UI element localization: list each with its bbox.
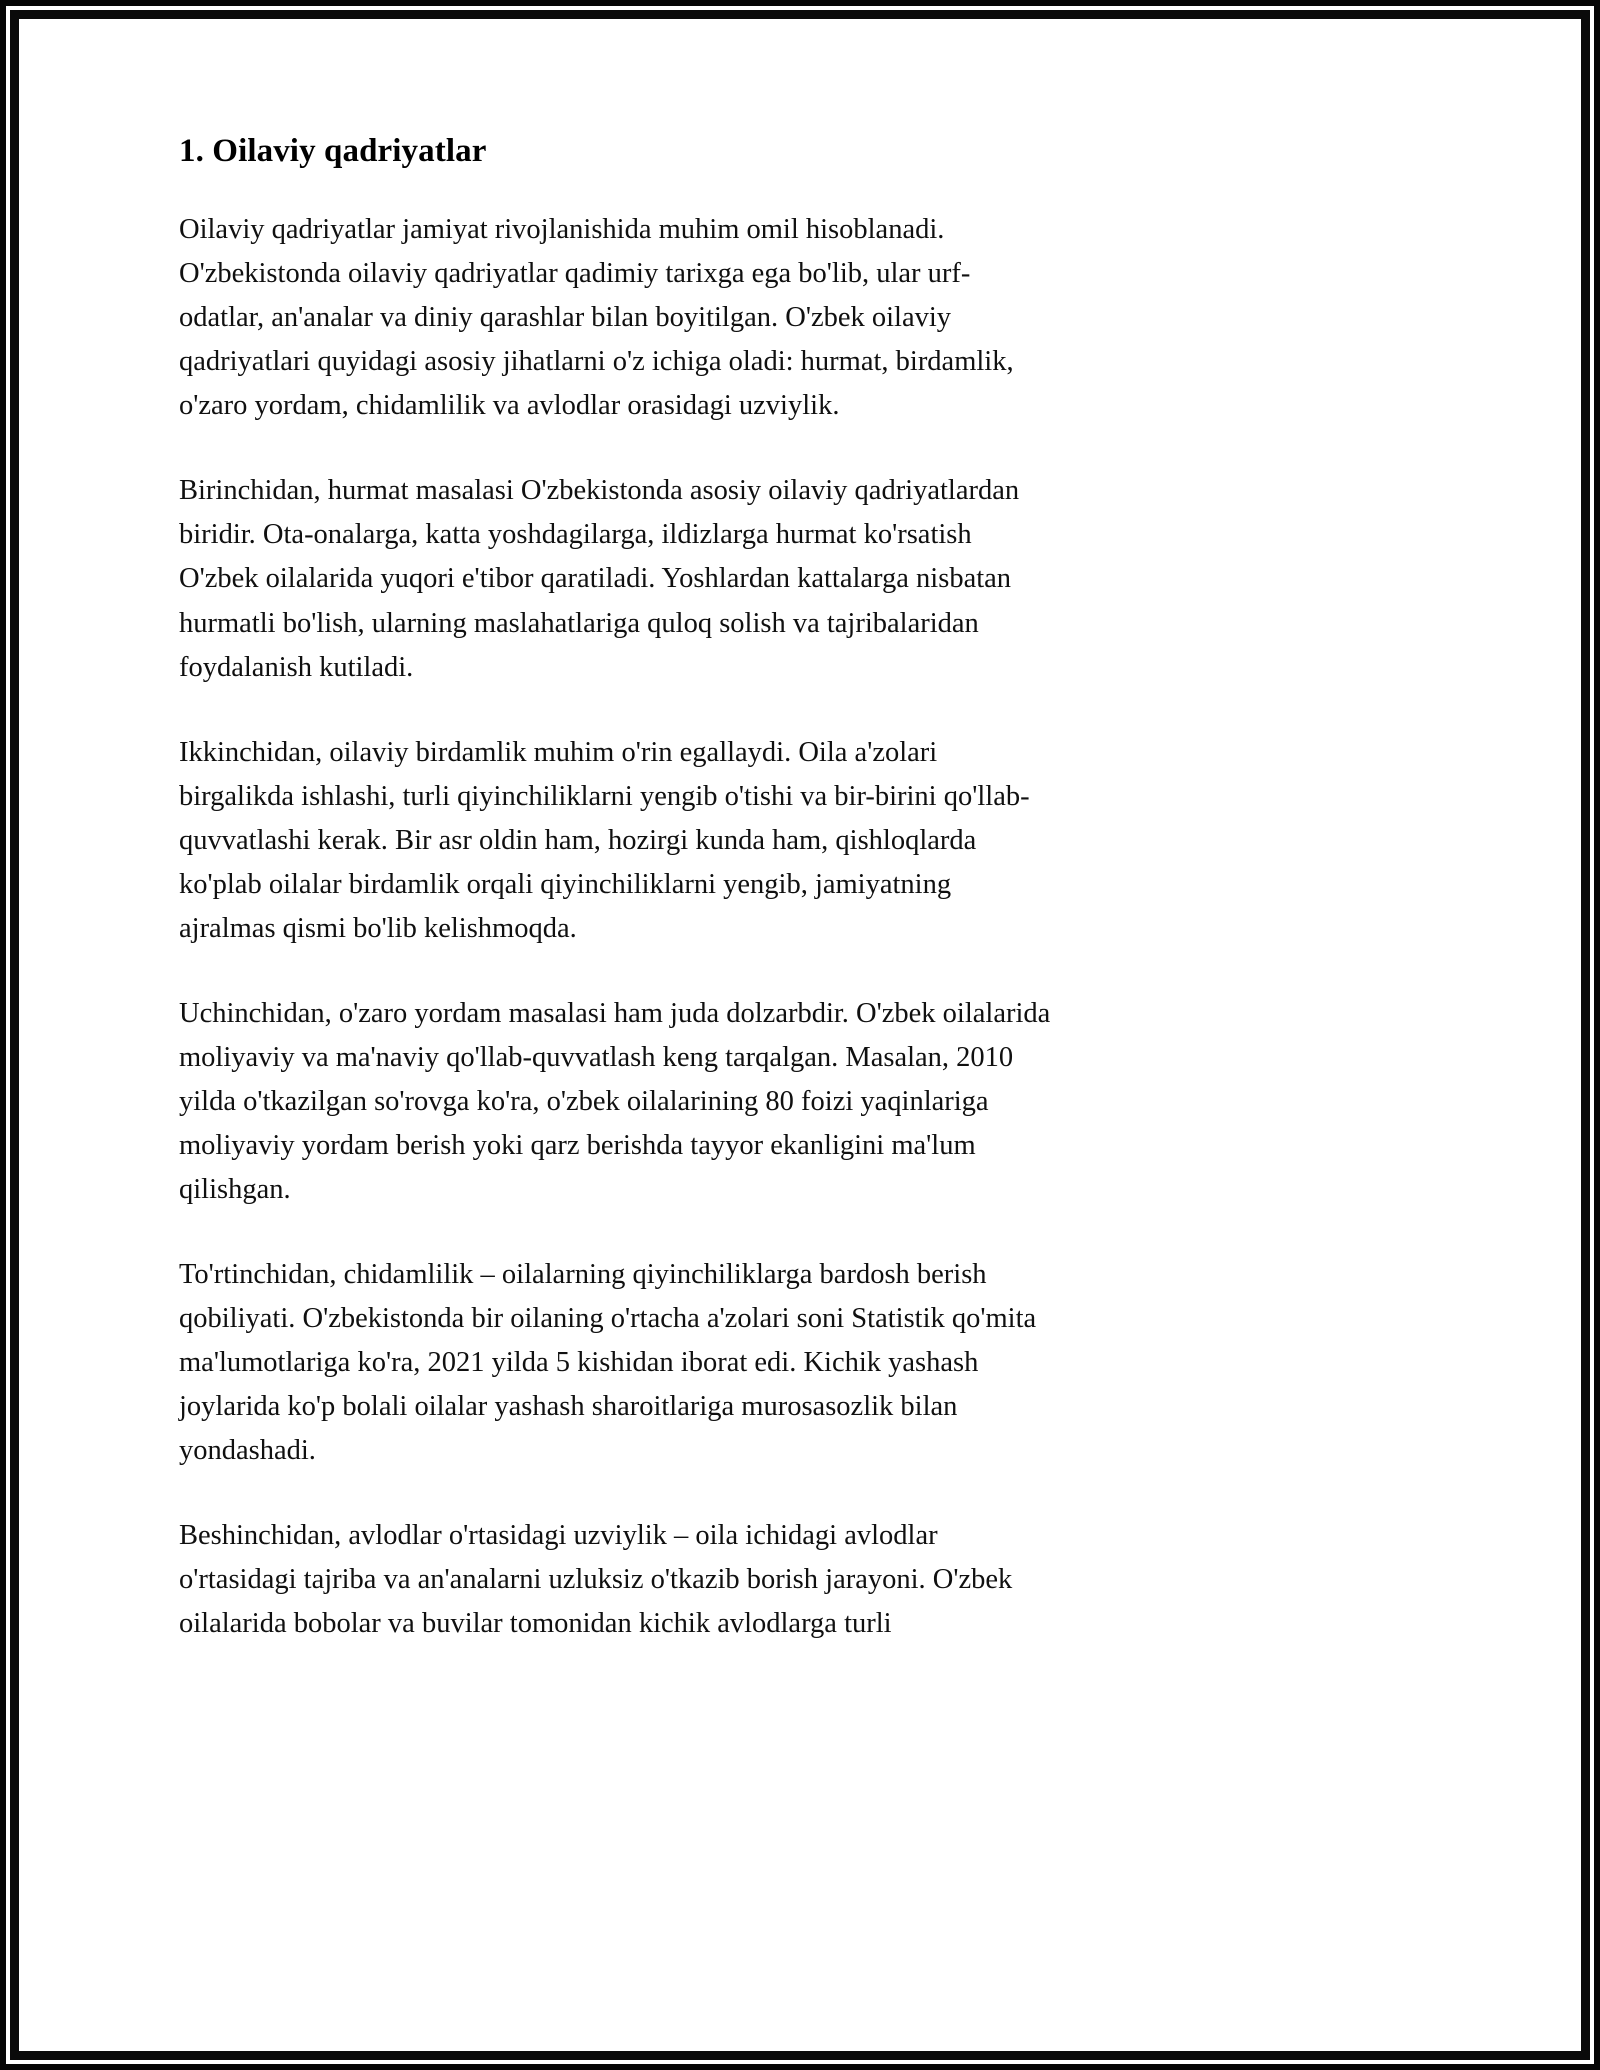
paragraph-ikkinchidan-birdamlik: Ikkinchidan, oilaviy birdamlik muhim o'rin egallaydi. Oila a'zolari birgalikda ishlashi, turli qiyinchiliklarni yengib o'tishi va bir-birini qo'llab-quvvatlashi kerak. Bir asr oldin ham, hozirgi kunda ham, qishloqlarda ko'plab oilalar birdamlik orqali qiyinchiliklarni yengib, jamiyatning ajralmas qismi bo'lib kelishmoqda. <box>179 736 1030 944</box>
paragraph-uchinchidan-ozaro-yordam: Uchinchidan, o'zaro yordam masalasi ham juda dolzarbdir. O'zbek oilalarida moliyaviy va ma'naviy qo'llab-quvvatlash keng tarqalgan. Masalan, 2010 yilda o'tkazilgan so'rovga ko'ra, o'zbek oilalarining 80 foizi yaqinlariga moliyaviy yordam berish yoki qarz berishda tayyor ekanligini ma'lum qilishgan. <box>179 997 1058 1205</box>
paragraph-tortinchidan-chidamlilik: To'rtinchidan, chidamlilik – oilalarning qiyinchiliklarga bardosh berish qobiliyati. O'zbekistonda bir oilaning o'rtacha a'zolari soni Statistik qo'mita ma'lumotlariga ko'ra, 2021 yilda 5 kishidan iborat edi. Kichik yashash joylarida ko'p bolali oilalar yashash sharoitlariga murosasozlik bilan yondashadi. <box>179 1258 1044 1466</box>
paragraph-intro: Oilaviy qadriyatlar jamiyat rivojlanishida muhim omil hisoblanadi. O'zbekistonda oilaviy qadriyatlar qadimiy tarixga ega bo'lib, ular urf-odatlar, an'analar va diniy qarashlar bilan boyitilgan. O'zbek oilaviy qadriyatlari quyidagi asosiy jihatlarni o'z ichiga oladi: hurmat, birdamlik, o'zaro yordam, chidamlilik va avlodlar orasidagi uzviylik. <box>179 214 1021 422</box>
document-text-column <box>179 131 1058 1646</box>
page-sheet <box>19 19 1581 2051</box>
paragraph-beshinchidan-uzviylik: Beshinchidan, avlodlar o'rtasidagi uzviylik – oila ichidagi avlodlar o'rtasidagi tajriba va an'analarni uzluksiz o'tkazib borish jarayoni. O'zbek oilalarida bobolar va buvilar tomonidan kichik avlodlarga turli <box>179 1520 1020 1640</box>
paragraph-birinchidan-hurmat: Birinchidan, hurmat masalasi O'zbekistonda asosiy oilaviy qadriyatlardan biridir. Ota-onalarga, katta yoshdagilarga, ildizlarga hurmat ko'rsatish O'zbek oilalarida yuqori e'tibor qaratiladi. Yoshlardan kattalarga nisbatan hurmatli bo'lish, ularning maslahatlariga quloq solish va tajribalaridan foydalanish kutiladi. <box>179 475 1027 683</box>
page-title: 1. Oilaviy qadriyatlar <box>179 133 487 169</box>
